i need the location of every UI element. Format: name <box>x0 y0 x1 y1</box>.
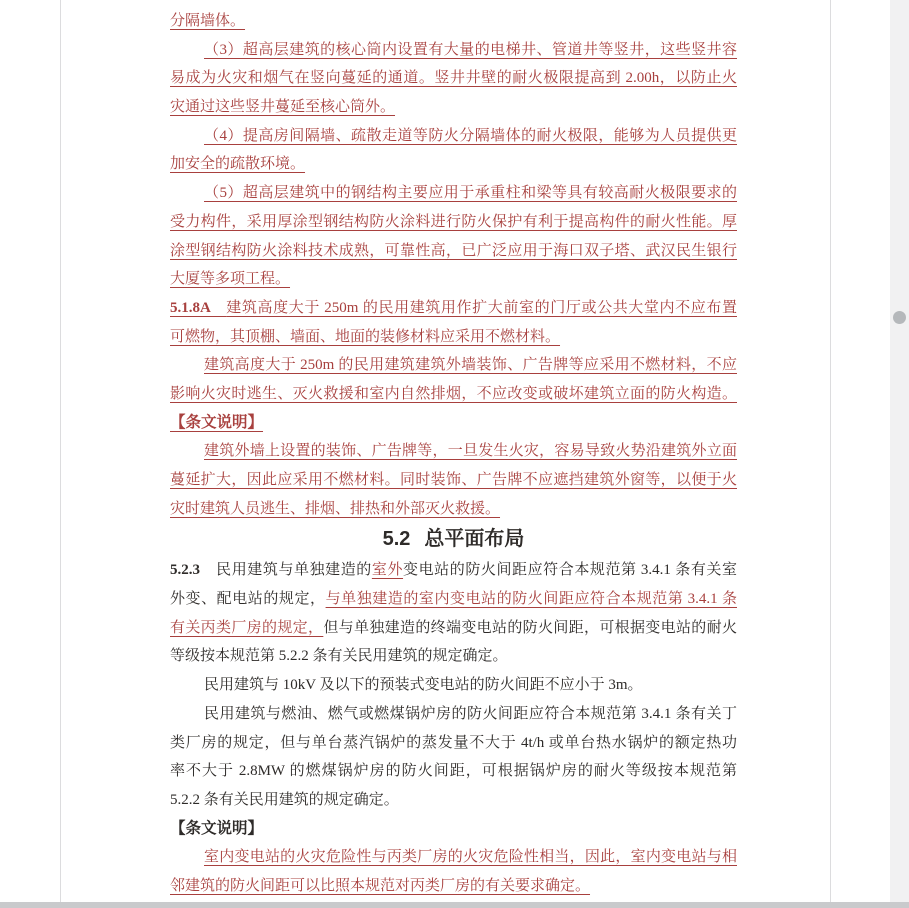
text-segment: 有关丙类厂房的规定， <box>170 619 324 636</box>
text-line <box>170 179 737 208</box>
text-line <box>170 265 737 294</box>
page-left-edge <box>60 0 61 903</box>
text-segment: 但与单独建造的终端变电站的防火间距，可根据变电站的耐火 <box>323 619 737 636</box>
text-line <box>170 323 737 352</box>
text-segment: 受力构件，采用厚涂型钢结构防火涂料进行防火保护有利于提高构件的耐火性能。厚 <box>170 213 737 230</box>
text-segment: 建筑高度大于 250m 的民用建筑建筑外墙装饰、广告牌等应采用不燃材料，不应 <box>204 357 737 374</box>
text-line <box>170 150 737 179</box>
text-segment: 外变、配电站的规定， <box>170 591 326 608</box>
text-line <box>170 843 737 872</box>
text-segment: 与单独建造的室内变电站的防火间距应符合本规范第 3.4.1 条 <box>325 591 737 608</box>
text-line <box>170 671 737 700</box>
text-line <box>170 556 737 585</box>
text-segment: 加安全的疏散环境。 <box>170 156 306 173</box>
document-page <box>170 7 737 901</box>
text-line <box>170 36 737 65</box>
text-segment: 室外 <box>371 562 404 579</box>
text-segment: 易成为火灾和烟气在竖向蔓延的通道。竖井井壁的耐火极限提高到 2.00h，以防止火 <box>170 70 737 87</box>
text-line <box>170 93 737 122</box>
text-segment: 等级按本规范第 5.2.2 条有关民用建筑的规定确定。 <box>170 648 508 665</box>
text-line <box>170 409 737 438</box>
text-line <box>170 237 737 266</box>
scrollbar-track[interactable] <box>890 0 909 908</box>
text-segment: 可燃物，其顶棚、墙面、地面的装修材料应采用不燃材料。 <box>170 328 561 345</box>
text-line <box>170 351 737 380</box>
text-segment: 【条文说明】 <box>170 819 264 837</box>
text-line <box>170 122 737 151</box>
text-line <box>170 380 737 409</box>
text-segment: （3）超高层建筑的核心筒内设置有大量的电梯井、管道井等竖井，这些竖井容 <box>204 41 737 58</box>
text-segment: 灾通过这些竖井蔓延至核心筒外。 <box>170 99 396 116</box>
text-line <box>170 208 737 237</box>
text-line <box>170 700 737 729</box>
text-segment: 室内变电站的火灾危险性与丙类厂房的火灾危险性相当，因此，室内变电站与相 <box>204 849 737 866</box>
section-heading <box>170 523 737 556</box>
text-segment: 分隔墙体。 <box>170 13 246 29</box>
section-title: 总平面布局 <box>424 528 525 551</box>
text-segment: 率不大于 2.8MW 的燃煤锅炉房的防火间距，可根据锅炉房的耐火等级按本规范第 <box>170 763 737 780</box>
text-line <box>170 585 737 614</box>
text-segment: 5.1.8A <box>170 299 227 316</box>
text-line <box>170 815 737 844</box>
text-segment: 民用建筑与 10kV 及以下的预装式变电站的防火间距不应小于 3m。 <box>204 677 643 694</box>
paragraph-block-top <box>170 7 737 523</box>
paragraph-block-bottom <box>170 556 737 900</box>
text-segment: （4）提高房间隔墙、疏散走道等防火分隔墙体的耐火极限，能够为人员提供更 <box>204 127 737 144</box>
text-segment: （5）超高层建筑中的钢结构主要应用于承重柱和梁等具有较高耐火极限要求的 <box>204 185 737 202</box>
text-line <box>170 757 737 786</box>
bottom-page-divider <box>0 902 909 908</box>
text-segment: 建筑外墙上设置的装饰、广告牌等，一旦发生火灾，容易导致火势沿建筑外立面 <box>204 443 737 460</box>
text-line <box>170 729 737 758</box>
page-right-edge <box>830 0 831 903</box>
text-line <box>170 786 737 815</box>
text-segment: 蔓延扩大，因此应采用不燃材料。同时装饰、广告牌不应遮挡建筑外窗等，以便于火 <box>170 472 737 488</box>
text-line <box>170 872 737 901</box>
scrollbar-thumb-dot[interactable] <box>893 311 906 324</box>
text-line <box>170 64 737 93</box>
text-segment: 建筑高度大于 250m 的民用建筑用作扩大前室的门厅或公共大堂内不应布置 <box>226 299 737 316</box>
text-segment: 类厂房的规定，但与单台蒸汽锅炉的蒸发量不大于 4t/h 或单台热水锅炉的额定热功 <box>170 734 737 751</box>
text-segment: 灾时建筑人员逃生、排烟、排热和外部灭火救援。 <box>170 500 501 517</box>
text-segment: 变电站的防火间距应符合本规范第 3.4.1 条有关室 <box>403 562 737 579</box>
text-segment: 涂型钢结构防火涂料技术成熟，可靠性高，已广泛应用于海口双子塔、武汉民生银行 <box>170 242 737 259</box>
text-segment: 邻建筑的防火间距可以比照本规范对丙类厂房的有关要求确定。 <box>170 877 591 894</box>
section-number: 5.2 <box>382 528 411 551</box>
text-segment: 影响火灾时逃生、灭火救援和室内自然排烟，不应改变或破坏建筑立面的防火构造。 <box>170 385 737 402</box>
text-segment: 民用建筑与单独建造的 <box>216 562 372 579</box>
text-segment: 【条文说明】 <box>170 413 264 431</box>
text-line <box>170 437 737 466</box>
text-line <box>170 642 737 671</box>
text-line <box>170 7 737 36</box>
text-line <box>170 466 737 495</box>
text-segment: 大厦等多项工程。 <box>170 271 291 288</box>
text-segment: 5.2.2 条有关民用建筑的规定确定。 <box>170 791 399 808</box>
text-line <box>170 495 737 524</box>
text-segment: 民用建筑与燃油、燃气或燃煤锅炉房的防火间距应符合本规范第 3.4.1 条有关丁 <box>204 705 737 722</box>
text-line <box>170 614 737 643</box>
text-segment: 5.2.3 <box>170 562 217 579</box>
text-line <box>170 294 737 323</box>
